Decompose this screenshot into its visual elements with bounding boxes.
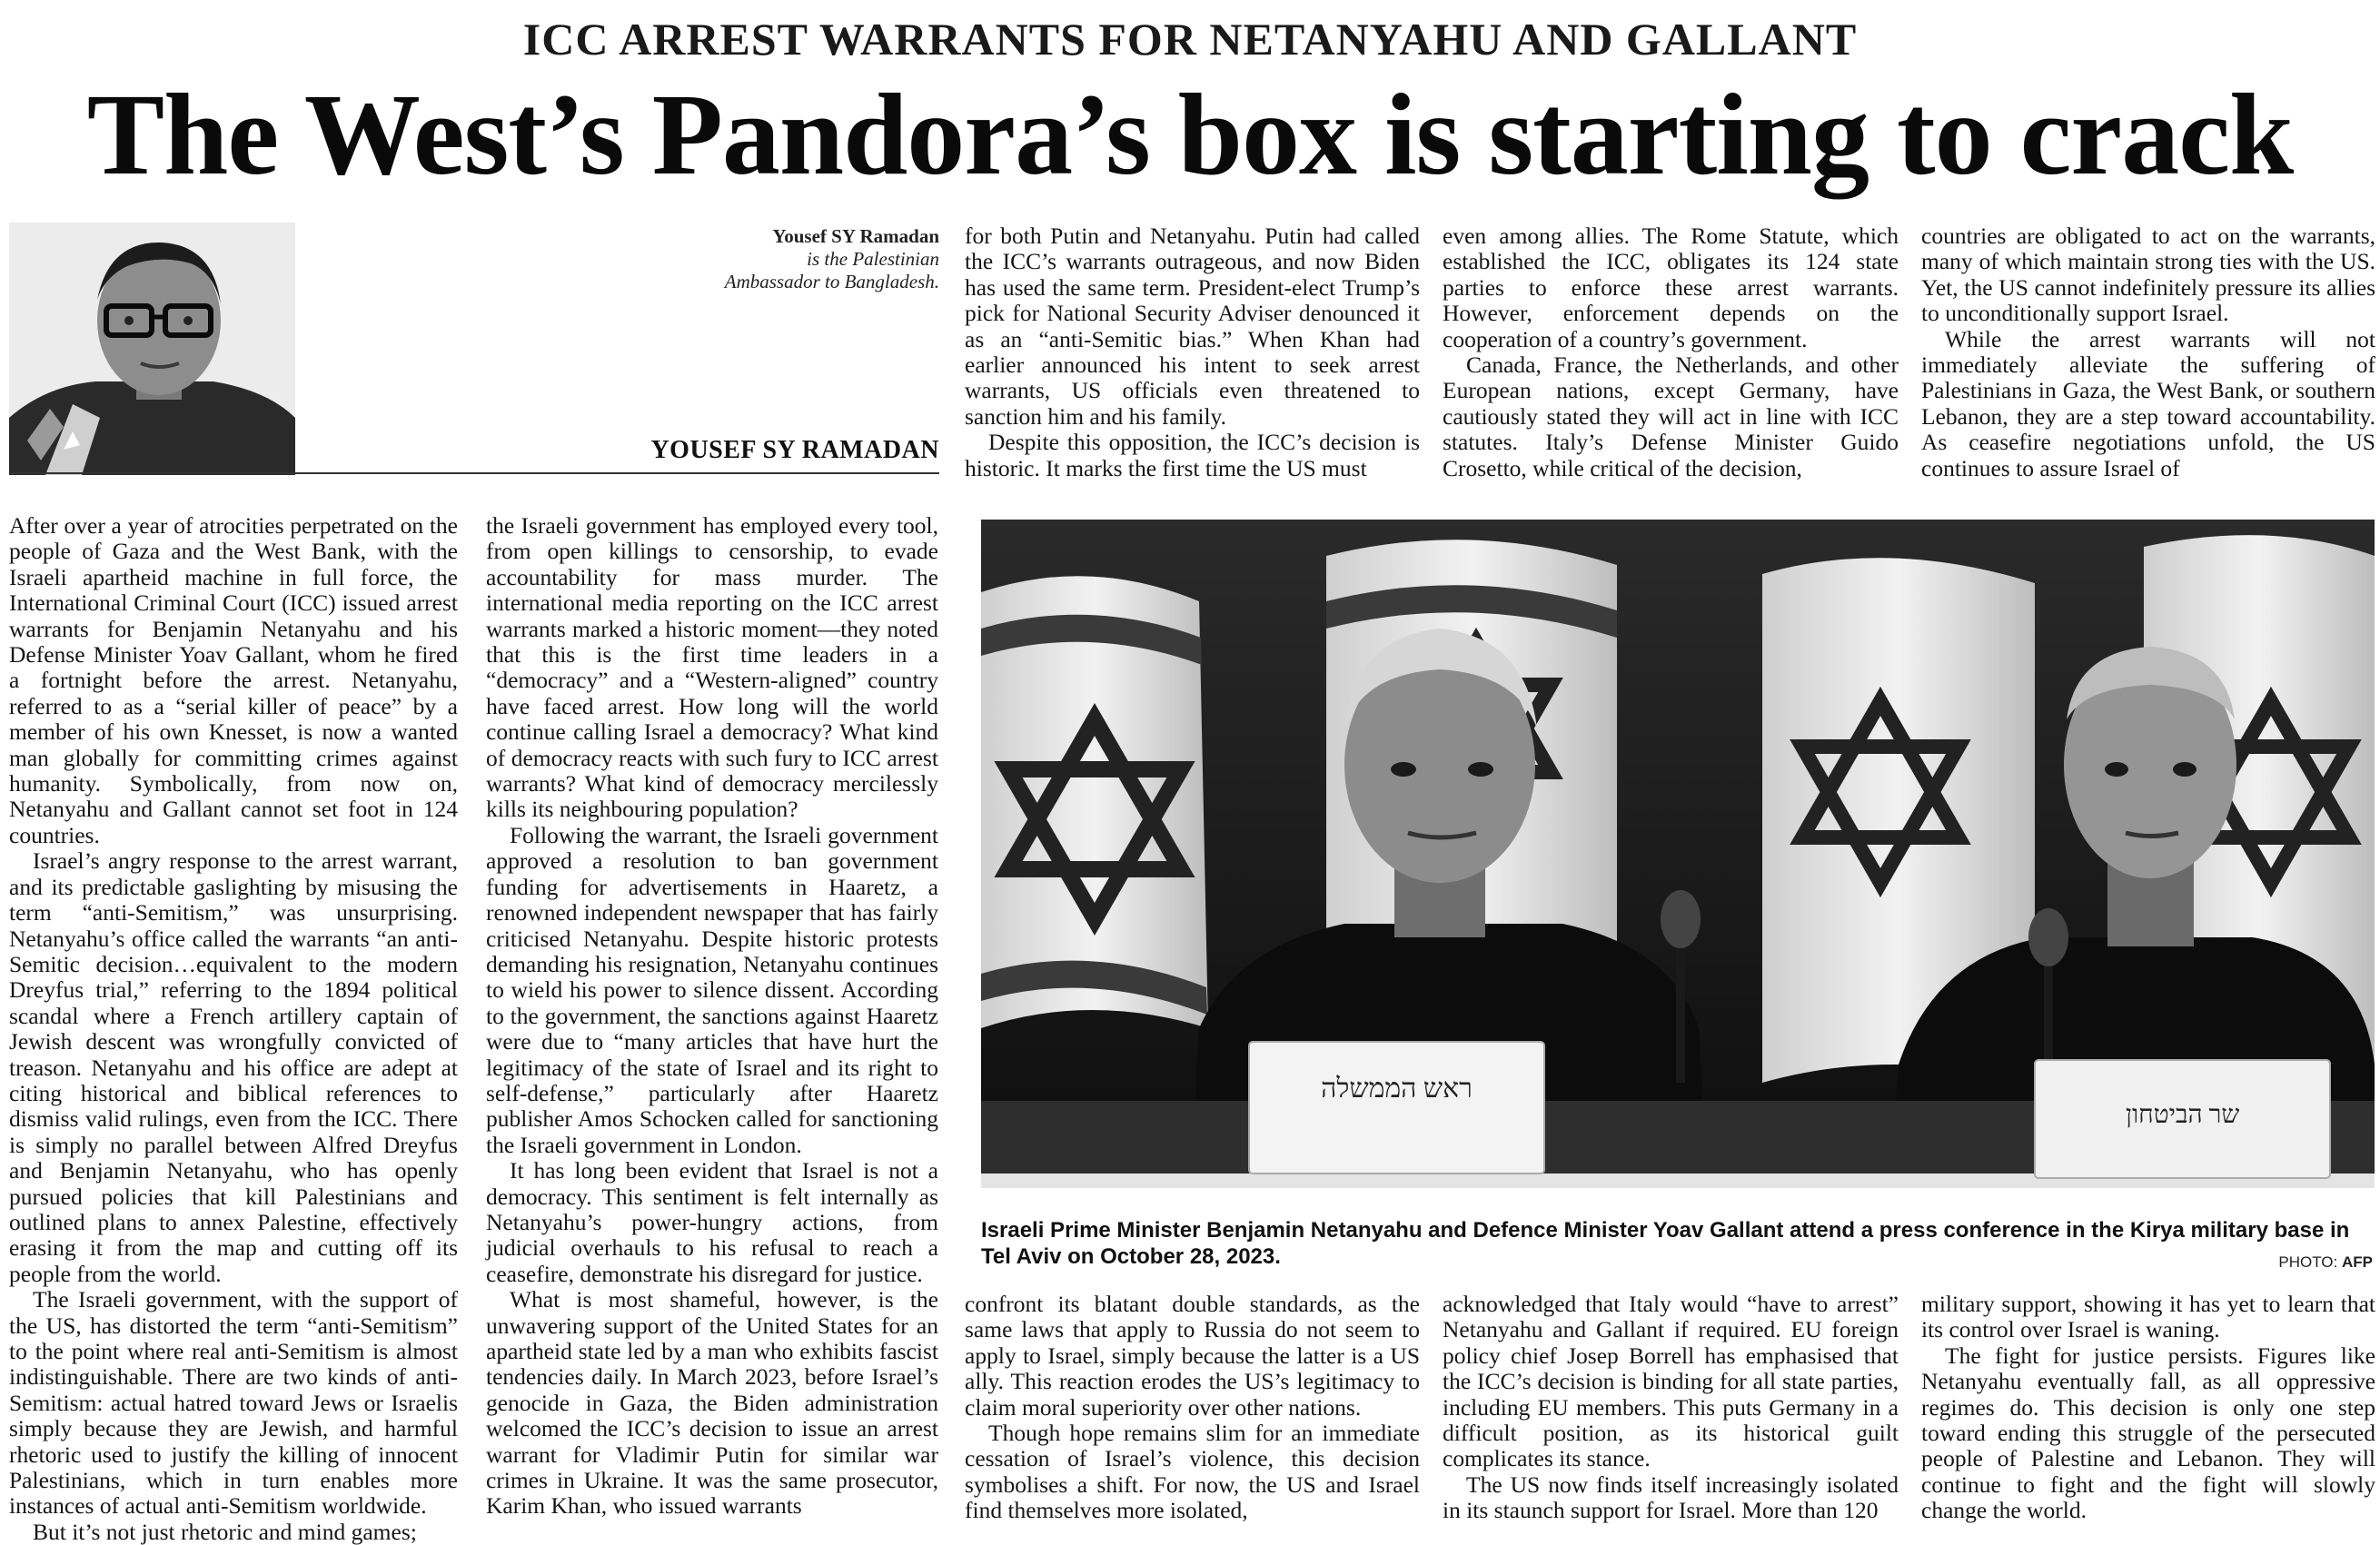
photo-credit-label: PHOTO: [2278, 1253, 2338, 1271]
news-photo [981, 520, 2375, 1188]
paragraph: Israel’s angry response to the arrest warrant, and its predictable gaslighting by misusing the term “anti-Semitism,” was unsurprising. Netanyahu’s office called the warrants “an anti-Semitic decision…equivalent to the modern Dreyfus trial,” referring to the 1894 political scandal where a French artillery captain of Jewish descent was wrongfully convicted of treason. Netanyahu and his office are adept at citing historical and biblical references to dismiss valid rulings, even from the ICC. There is simply no parallel between Alfred Dreyfus and Benjamin Netanyahu, who has openly pursued policies that kill Palestinians and outlined plans to annex Palestine, effectively erasing it from the map and cutting off its people from the world. [9, 847, 458, 1287]
paragraph: the Israeli government has employed every tool, from open killings to censorship, to evade accountability for mass murder. The international media reporting on the ICC arrest warrants marked a historic moment—they noted that this is the first time leaders in a “democracy” and a “Western-aligned” country have faced arrest. How long will the world continue calling Israel a democracy? What kind of democracy reacts with such fury to ICC arrest warrants? What kind of democracy mercilessly kills its neighbouring population? [486, 512, 938, 823]
paragraph: Despite this opposition, the ICC’s decision is historic. It marks the first time the US must [965, 429, 1420, 481]
column-3-bottom [965, 1292, 1420, 1524]
paragraph: Following the warrant, the Israeli government approved a resolution to ban government funding for advertisements in Haaretz, a renowned independent newspaper that has fairly criticised Netanyahu. Despite historic protests demanding his resignation, Netanyahu continues to wield his power to silence dissent. According to the government, the sanctions against Haaretz were due to “many articles that have hurt the legitimacy of the state of Israel and its right to self-defense,” particularly after Haaretz publisher Amos Schocken called for sanctioning the Israeli government in London. [486, 821, 938, 1158]
paragraph: After over a year of atrocities perpetrated on the people of Gaza and the West Bank, with the Israeli apartheid machine in full force, the International Criminal Court (ICC) issued arrest warrants for Benjamin Netanyahu and his Defense Minister Yoav Gallant, whom he fired a fortnight before the arrest. Netanyahu, referred to as a “serial killer of peace” by a member of his own Knesset, is now a wanted man globally for committing crimes against humanity. Symbolically, from now on, Netanyahu and Gallant cannot set foot in 124 countries. [9, 512, 458, 848]
placard-left: ראש הממשלה [1321, 1074, 1473, 1104]
author-note-line2: Ambassador to Bangladesh. [724, 271, 939, 292]
column-4-bottom [1443, 1292, 1899, 1524]
paragraph: even among allies. The Rome Statute, which established the ICC, obligates its 124 state parties to enforce these arrest warrants. However, enforcement depends on the cooperation of a country’s government. [1443, 223, 1899, 352]
paragraph: It has long been evident that Israel is not a democracy. This sentiment is felt internally as Netanyahu’s power-hungry actions, from judicial overhauls to his refusal to reach a ceasefire, demonstrate his disregard for justice. [486, 1157, 938, 1287]
paragraph: The fight for justice persists. Figures like Netanyahu eventually fall, as all oppressive regimes do. This decision is only one step toward ending this struggle of the persecuted people of Palestine and Lebanon. They will continue to fight and the fight will slowly change the world. [1921, 1342, 2375, 1524]
byline-rule [9, 472, 939, 474]
paragraph: acknowledged that Italy would “have to arrest” Netanyahu and Gallant if required. EU foreign policy chief Josep Borrell has emphasised that the ICC’s decision is binding for all state parties, including EU members. This puts Germany in a difficult position, as its historical guilt complicates its stance. [1443, 1291, 1899, 1472]
column-4-top [1443, 223, 1899, 481]
column-5-top [1921, 223, 2375, 481]
paragraph: Canada, France, the Netherlands, and other European nations, except Germany, have cautiously stated they will act in line with ICC statutes. Italy’s Defense Minister Guido Crosetto, while critical of the decision, [1443, 352, 1899, 481]
author-note [636, 225, 939, 293]
paragraph: The Israeli government, with the support of the US, has distorted the term “anti-Semitism” to the point where real anti-Semitism is almost indistinguishable. There are two kinds of anti-Semitism: actual hatred toward Jews or Israelis simply because they are Jewish, and harmful rhetoric used to justify the killing of innocent Palestinians, which in turn enables more instances of actual anti-Semitism worldwide. [9, 1286, 458, 1520]
photo-credit-source: AFP [2342, 1253, 2373, 1271]
paragraph: While the arrest warrants will not immediately alleviate the suffering of Palestinians in Gaza, the West Bank, or southern Lebanon, they are a step toward accountability. As ceasefire negotiations unfold, the US continues to assure Israel of [1921, 325, 2375, 481]
paragraph: countries are obligated to act on the warrants, many of which maintain strong ties with the US. Yet, the US cannot indefinitely pressure its allies to unconditionally support Israel. [1921, 223, 2375, 327]
paragraph: confront its blatant double standards, as the same laws that apply to Russia do not seem to apply to Israel, simply because the latter is a US ally. This reaction erodes the US’s legitimacy to claim moral superiority over other nations. [965, 1291, 1420, 1421]
paragraph: But it’s not just rhetoric and mind games; [33, 1518, 417, 1545]
paragraph: Though hope remains slim for an immediate cessation of Israel’s violence, this decision symbolises a shift. For now, the US and Israel find themselves more isolated, [965, 1420, 1420, 1524]
column-3-top [965, 223, 1420, 481]
press-conference-photo [981, 520, 2375, 1188]
author-note-line1: is the Palestinian [807, 248, 939, 270]
paragraph: military support, showing it has yet to learn that its control over Israel is waning. [1921, 1291, 2375, 1343]
column-5-bottom [1921, 1292, 2375, 1524]
kicker: ICC ARREST WARRANTS FOR NETANYAHU AND GALLANT [522, 14, 1858, 64]
paragraph: for both Putin and Netanyahu. Putin had called the ICC’s warrants outrageous, and now Biden has used the same term. President-elect Trump’s pick for National Security Adviser denounced it as an “anti-Semitic bias.” When Khan had earlier announced his intent to seek arrest warrants, US officials even threatened to sanction him and his family. [965, 223, 1420, 430]
author-byline: YOUSEF SY RAMADAN [650, 436, 939, 464]
column-1 [9, 513, 458, 1545]
photo-credit [2278, 1253, 2373, 1272]
paragraph: What is most shameful, however, is the unwavering support of the United States for an apartheid state led by a man who exhibits fascist tendencies daily. In March 2023, before Israel’s genocide in Gaza, the Biden administration welcomed the ICC’s decision to issue an arrest warrant for Vladimir Putin for similar war crimes in Ukraine. It was the same prosecutor, Karim Khan, who issued warrants [486, 1286, 938, 1520]
paragraph: The US now finds itself increasingly isolated in its staunch support for Israel. More than 120 [1443, 1471, 1899, 1524]
placard-right: שר הביטחון [2125, 1101, 2240, 1129]
photo-caption: Israeli Prime Minister Benjamin Netanyahu and Defence Minister Yoav Gallant attend a press conference in the Kirya military base in Tel Aviv on October 28, 2023. [981, 1218, 2350, 1269]
author-note-name: Yousef SY Ramadan [772, 225, 939, 247]
column-2 [486, 513, 938, 1520]
headline: The West’s Pandora’s box is starting to crack [86, 70, 2294, 199]
